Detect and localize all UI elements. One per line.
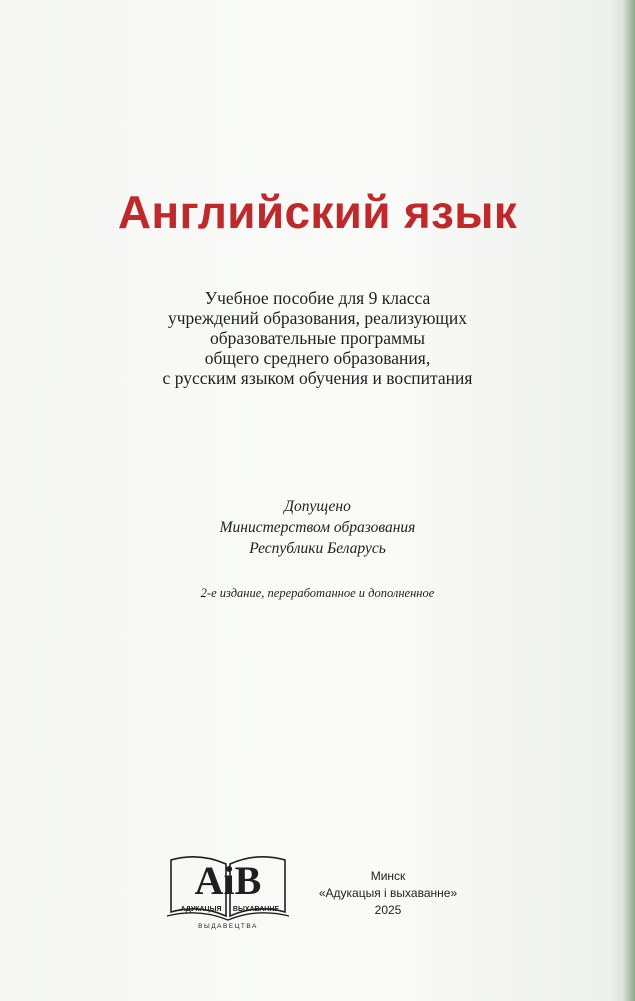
logo-bottom-text: ВЫДАВЕЦТВА: [198, 923, 258, 930]
approval-line: Министерством образования: [219, 519, 416, 536]
imprint-publisher: «Адукацыя і выхаванне»: [318, 886, 458, 900]
imprint: [318, 868, 458, 919]
subtitle-line: образовательные программы: [210, 328, 425, 348]
logo-letters: AiB: [194, 858, 262, 903]
edition-note: 2-е издание, переработанное и дополненное: [200, 586, 435, 600]
approval-line: Республики Беларусь: [249, 540, 386, 557]
publisher-logo-icon: [163, 840, 293, 932]
approval-note: [80, 496, 555, 559]
subtitle-line: общего среднего образования,: [204, 348, 431, 368]
page-edge: [621, 0, 635, 1001]
subtitle-line: Учебное пособие для 9 класса: [204, 288, 431, 308]
subtitle-line: учреждений образования, реализующих: [167, 308, 468, 328]
subtitle-line: с русским языком обучения и воспитания: [162, 368, 473, 388]
logo-left-text: АДУКАЦЫЯ: [180, 906, 222, 913]
imprint-year: 2025: [374, 903, 402, 917]
logo-right-text: ВЫХАВАННЕ: [232, 906, 280, 913]
imprint-city: Минск: [370, 869, 406, 883]
subtitle: [80, 288, 555, 388]
book-title: Английский язык: [117, 186, 518, 238]
approval-line: Допущено: [284, 498, 351, 515]
